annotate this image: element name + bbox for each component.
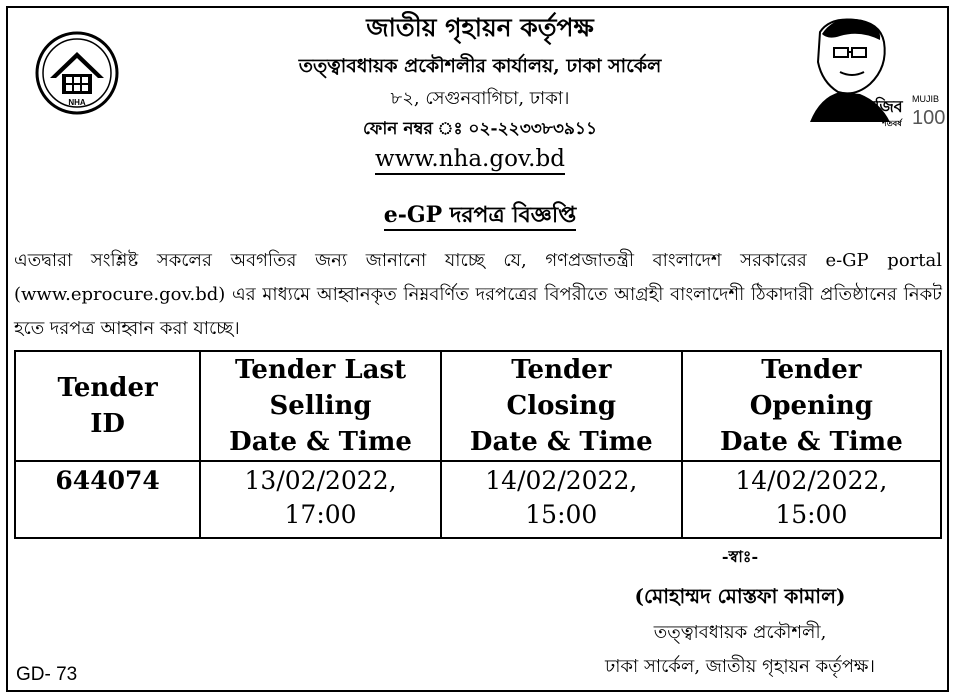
nha-logo-text: NHA: [68, 98, 86, 107]
website-link[interactable]: [355, 146, 585, 172]
header-selling-line1: Tender Last: [235, 355, 407, 385]
shatabarsha-text: শতবর্ষ: [882, 119, 902, 128]
header-opening-line3: Date & Time: [719, 427, 903, 457]
header-closing-line2: Closing: [506, 391, 617, 421]
table-row: [15, 461, 941, 538]
header-id-line1: Tender: [57, 373, 158, 403]
notice-title: [370, 198, 590, 235]
tender-table: [14, 350, 942, 539]
opening-time: 15:00: [775, 500, 848, 529]
notice-title-text: e-GP দরপত্র বিজ্ঞপ্তি: [384, 202, 577, 231]
header-tender-id: [15, 351, 200, 461]
header-closing-line3: Date & Time: [469, 427, 653, 457]
header-selling-line3: Date & Time: [229, 427, 412, 457]
header-last-selling: [200, 351, 441, 461]
closing-time: 15:00: [525, 500, 598, 529]
org-title: জাতীয় গৃহায়ন কর্তৃপক্ষ: [366, 13, 594, 42]
office-name: তত্ত্বাবধায়ক প্রকৌশলীর কার্যালয়, ঢাকা সার্কেল: [298, 55, 662, 77]
cell-tender-id: 644074: [15, 461, 200, 538]
website-text: www.nha.gov.bd: [375, 146, 565, 175]
header-closing: [441, 351, 682, 461]
closing-date: 14/02/2022,: [485, 466, 638, 495]
office-phone: ফোন নম্বর ঃ ০২-২২৩৩৮৩৯১১: [363, 119, 597, 139]
selling-time: 17:00: [284, 500, 357, 529]
cell-closing: [441, 461, 682, 538]
mujib-100-logo: [800, 12, 946, 132]
header-id-line2: ID: [90, 409, 125, 439]
cell-opening: [682, 461, 941, 538]
document-code: GD- 73: [16, 664, 78, 685]
header-opening-line1: Tender: [761, 355, 862, 385]
tender-table-header-row: [15, 351, 941, 461]
selling-date: 13/02/2022,: [244, 466, 397, 495]
signature-mark: -স্বাঃ-: [721, 547, 759, 566]
office-address: ৮২, সেগুনবাগিচা, ঢাকা।: [390, 88, 570, 109]
nha-logo: [28, 30, 126, 116]
signatory-title: তত্ত্বাবধায়ক প্রকৌশলী,: [653, 622, 827, 643]
header-opening: [682, 351, 941, 461]
header-closing-line1: Tender: [511, 355, 612, 385]
header-selling-line2: Selling: [269, 391, 372, 421]
mujib-en-text: MUJIB: [912, 94, 939, 104]
cell-selling: [200, 461, 441, 538]
mujib-bn-text: মুজিব: [866, 97, 903, 116]
signatory-office: ঢাকা সার্কেল, জাতীয় গৃহায়ন কর্তৃপক্ষ।: [605, 656, 875, 677]
notice-paragraph: এতদ্বারা সংশ্লিষ্ট সকলের অবগতির জন্য জানানো যাচ্ছে যে, গণপ্রজাতন্ত্রী বাংলাদেশ সরকারের e-GP portal (www.eprocure.gov.bd) এর মাধ্যমে আহ্বানকৃত নিম্নবর্ণিত দরপত্রের বিপরীতে আগ্রহী বাংলাদেশী ঠিকাদারী প্রতিষ্ঠানের নিকট হতে দরপত্র আহ্বান করা যাচ্ছে।: [14, 250, 942, 339]
opening-date: 14/02/2022,: [735, 466, 888, 495]
header-opening-line2: Opening: [749, 391, 873, 421]
signatory-name: (মোহাম্মদ মোস্তফা কামাল): [634, 584, 846, 608]
mujib-100-number: 100: [912, 107, 946, 129]
